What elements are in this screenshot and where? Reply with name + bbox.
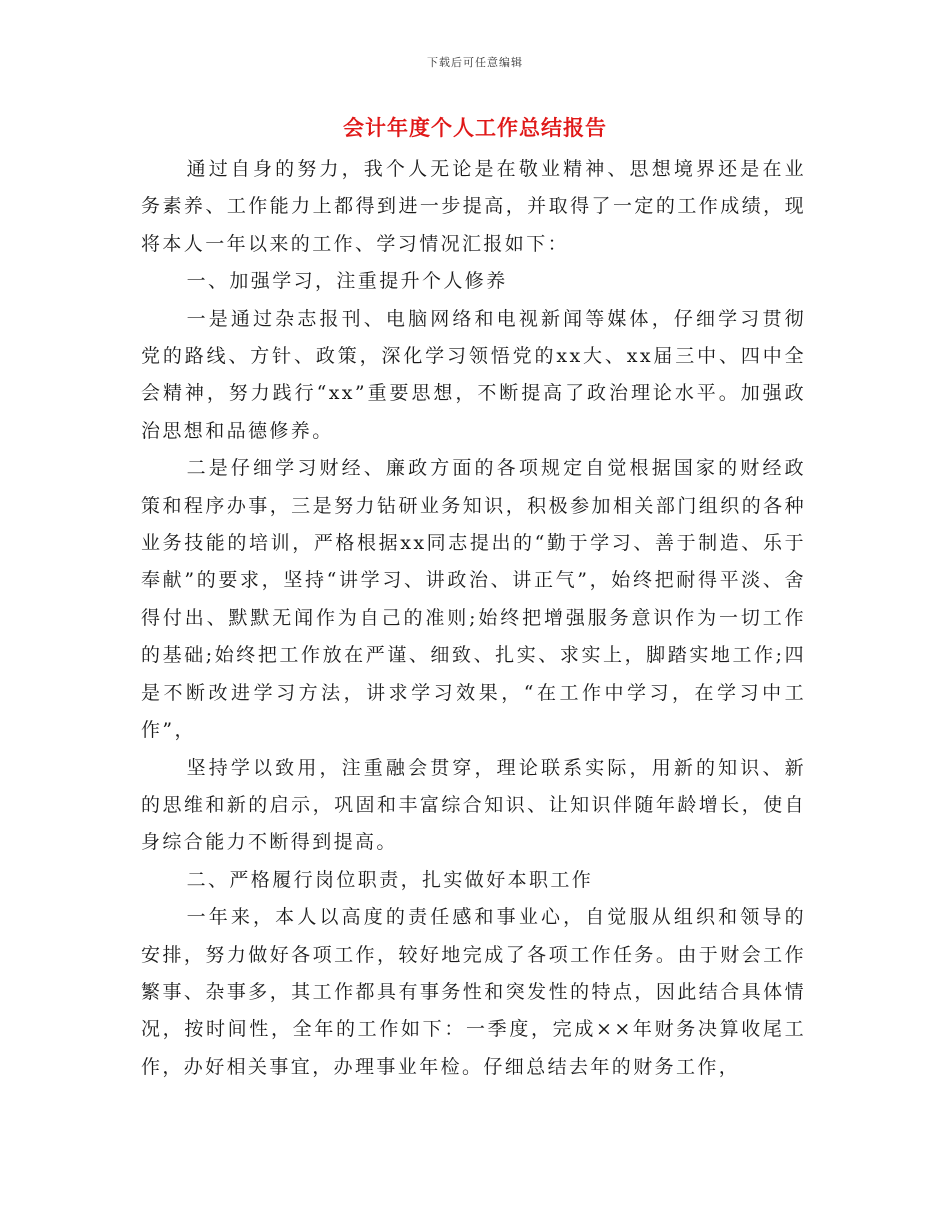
body-paragraph: 二是仔细学习财经、廉政方面的各项规定自觉根据国家的财经政策和程序办事，三是努力钻研业务知识，积极参加相关部门组织的各种业务技能的培训，严格根据xx同志提出的“勤于学习、善于制造、乐于奉献”的要求，坚持“讲学习、讲政治、讲正气”，始终把耐得平淡、舍得付出、默默无闻作为自己的准则;始终把增强服务意识作为一切工作的基础;始终把工作放在严谨、细致、扎实、求实上，脚踏实地工作;四是不断改进学习方法，讲求学习效果，“在工作中学习，在学习中工作”，: [141, 457, 806, 742]
body-paragraph: 一年来，本人以高度的责任感和事业心，自觉服从组织和领导的安排，努力做好各项工作，较好地完成了各项工作任务。由于财会工作繁事、杂事多，其工作都具有事务性和突发性的特点，因此结合具体情况，按时间性，全年的工作如下：一季度，完成××年财务决算收尾工作，办好相关事宜，办理事业年检。仔细总结去年的财务工作，: [141, 906, 806, 1078]
body-paragraph: 坚持学以致用，注重融会贯穿，理论联系实际，用新的知识、新的思维和新的启示，巩固和丰富综合知识、让知识伴随年龄增长，使自身综合能力不断得到提高。: [141, 756, 806, 854]
header-note: 下载后可任意编辑: [427, 56, 523, 69]
intro-paragraph: 通过自身的努力，我个人无论是在敬业精神、思想境界还是在业务素养、工作能力上都得到进一步提高，并取得了一定的工作成绩，现将本人一年以来的工作、学习情况汇报如下：: [141, 158, 806, 255]
document-title: 会计年度个人工作总结报告: [343, 115, 607, 140]
body-paragraph: 一是通过杂志报刊、电脑网络和电视新闻等媒体，仔细学习贯彻党的路线、方针、政策，深化学习领悟党的xx大、xx届三中、四中全会精神，努力践行“xx”重要思想，不断提高了政治理论水平。加强政治思想和品德修养。: [141, 307, 806, 442]
section-heading-1: 一、加强学习，注重提升个人修养: [186, 270, 508, 293]
section-heading-2: 二、严格履行岗位职责，扎实做好本职工作: [186, 868, 594, 891]
document-body: [141, 151, 806, 1086]
